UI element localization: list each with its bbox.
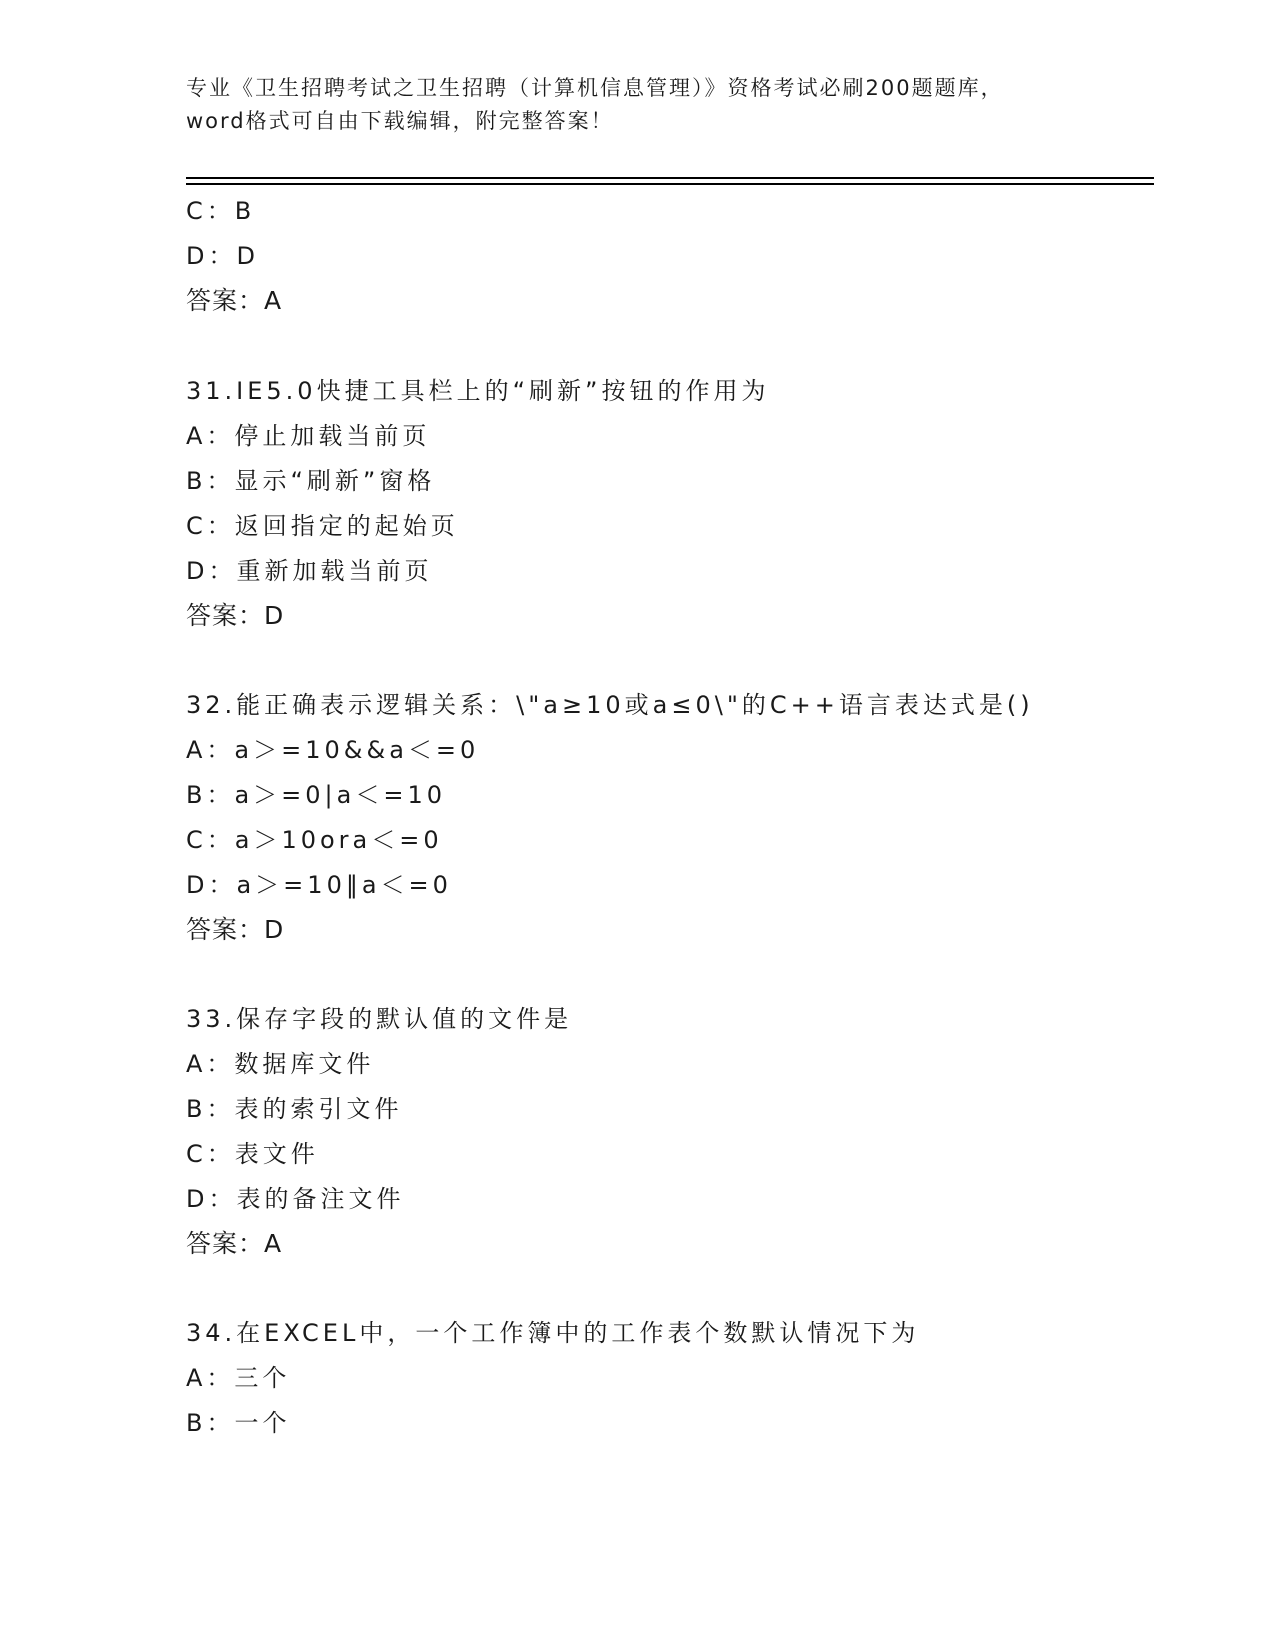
answer-line: 答案：A <box>186 286 283 315</box>
question-32-option-a: A：a＞=10&&a＜=0 <box>186 736 480 764</box>
header-divider-top <box>186 177 1154 179</box>
question-31-option-b: B：显示“刷新”窗格 <box>186 467 436 495</box>
question-31: 31.IE5.0快捷工具栏上的“刷新”按钮的作用为 <box>186 377 770 405</box>
question-32-option-b: B：a＞=0|a＜=10 <box>186 781 446 809</box>
question-34-option-b: B：一个 <box>186 1409 291 1437</box>
question-31-answer: 答案：D <box>186 601 285 630</box>
option-c: C：B <box>186 197 256 225</box>
document-header <box>186 72 1086 138</box>
question-34-option-a: A：三个 <box>186 1364 291 1392</box>
question-31-option-d: D：重新加载当前页 <box>186 557 433 585</box>
header-title-line1: 专业《卫生招聘考试之卫生招聘（计算机信息管理）》资格考试必刷200题题库， <box>186 76 1004 100</box>
header-title-line2: word格式可自由下载编辑，附完整答案！ <box>186 109 614 133</box>
question-33: 33.保存字段的默认值的文件是 <box>186 1005 573 1033</box>
header-divider-bottom <box>186 183 1154 185</box>
question-31-option-c: C：返回指定的起始页 <box>186 512 459 540</box>
option-d: D：D <box>186 242 259 270</box>
question-33-option-a: A：数据库文件 <box>186 1050 375 1078</box>
question-32: 32.能正确表示逻辑关系：\"a≥10或a≤0\"的C++语言表达式是() <box>186 691 1034 719</box>
question-33-answer: 答案：A <box>186 1229 283 1258</box>
question-33-option-c: C：表文件 <box>186 1140 319 1168</box>
question-32-option-c: C：a＞10ora＜=0 <box>186 826 443 854</box>
question-33-option-d: D：表的备注文件 <box>186 1185 405 1213</box>
question-32-option-d: D：a＞=10‖a＜=0 <box>186 871 452 899</box>
question-34: 34.在EXCEL中，一个工作簿中的工作表个数默认情况下为 <box>186 1319 920 1347</box>
question-31-option-a: A：停止加载当前页 <box>186 422 431 450</box>
question-32-answer: 答案：D <box>186 915 285 944</box>
question-33-option-b: B：表的索引文件 <box>186 1095 403 1123</box>
